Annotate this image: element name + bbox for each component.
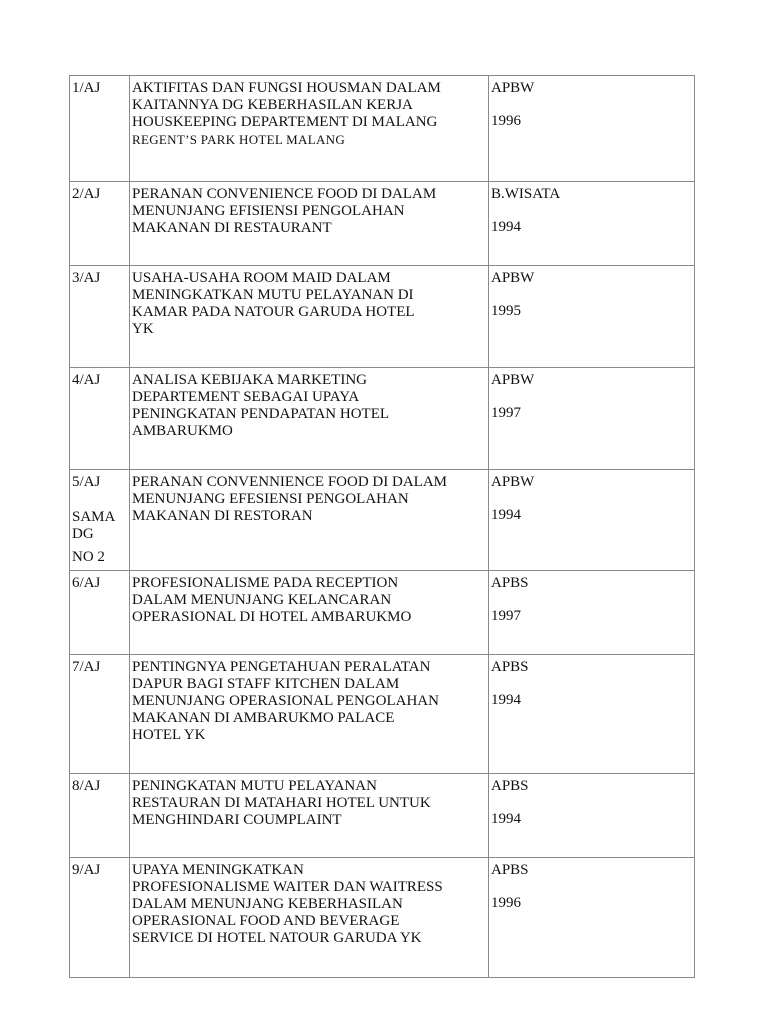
title-line: HOTEL YK (132, 727, 206, 743)
title-line: MAKANAN DI AMBARUKMO PALACE (132, 710, 395, 726)
source-label: APBW (491, 372, 535, 388)
title-line: DALAM MENUNJANG KEBERHASILAN (132, 896, 403, 912)
source-label: B.WISATA (491, 186, 561, 202)
title-line: RESTAURAN DI MATAHARI HOTEL UNTUK (132, 795, 431, 811)
row-number-cell (70, 182, 130, 266)
title-line: OPERASIONAL FOOD AND BEVERAGE (132, 913, 400, 929)
row-number: 2/AJ (72, 186, 101, 202)
duplicate-note: SAMA (72, 509, 116, 525)
title-line: YK (132, 321, 154, 337)
title-line: MAKANAN DI RESTAURANT (132, 220, 332, 236)
title-line: HOUSKEEPING DEPARTEMENT DI MALANG (132, 114, 438, 130)
row-number-cell (70, 368, 130, 470)
title-line: PENINGKATAN PENDAPATAN HOTEL (132, 406, 390, 422)
source-cell (489, 470, 695, 571)
row-number-cell (70, 76, 130, 182)
row-number-cell (70, 655, 130, 774)
table-row (70, 470, 695, 571)
row-number: 9/AJ (72, 862, 101, 878)
title-line: MENUNJANG EFISIENSI PENGOLAHAN (132, 203, 405, 219)
source-cell (489, 571, 695, 655)
title-line: MENUNJANG EFESIENSI PENGOLAHAN (132, 491, 409, 507)
title-line: SERVICE DI HOTEL NATOUR GARUDA YK (132, 930, 422, 946)
source-cell (489, 182, 695, 266)
title-line: AMBARUKMO (132, 423, 233, 439)
row-number-cell (70, 858, 130, 978)
source-label: APBW (491, 80, 535, 96)
title-cell (130, 76, 489, 182)
title-cell (130, 571, 489, 655)
title-cell (130, 470, 489, 571)
table-row (70, 368, 695, 470)
title-line: PERANAN CONVENNIENCE FOOD DI DALAM (132, 474, 447, 490)
table-row (70, 266, 695, 368)
title-line: OPERASIONAL DI HOTEL AMBARUKMO (132, 609, 412, 625)
row-number-cell (70, 571, 130, 655)
title-line: ANALISA KEBIJAKA MARKETING (132, 372, 367, 388)
year-label: 1994 (491, 219, 521, 235)
title-cell (130, 774, 489, 858)
row-number: 3/AJ (72, 270, 101, 286)
title-line: PENTINGNYA PENGETAHUAN PERALATAN (132, 659, 431, 675)
source-label: APBS (491, 862, 529, 878)
source-cell (489, 266, 695, 368)
title-line: MENGHINDARI COUMPLAINT (132, 812, 342, 828)
source-label: APBW (491, 270, 535, 286)
title-line: MENINGKATKAN MUTU PELAYANAN DI (132, 287, 414, 303)
title-line: REGENT’S PARK HOTEL MALANG (132, 132, 346, 147)
row-number: 7/AJ (72, 659, 101, 675)
title-line: PERANAN CONVENIENCE FOOD DI DALAM (132, 186, 437, 202)
table-row (70, 858, 695, 978)
row-number-cell (70, 470, 130, 571)
source-cell (489, 774, 695, 858)
title-line: PROFESIONALISME PADA RECEPTION (132, 575, 399, 591)
title-line: KAITANNYA DG KEBERHASILAN KERJA (132, 97, 413, 113)
source-label: APBS (491, 659, 529, 675)
row-number: 1/AJ (72, 80, 101, 96)
year-label: 1997 (491, 405, 521, 421)
title-line: DAPUR BAGI STAFF KITCHEN DALAM (132, 676, 400, 692)
title-line: USAHA-USAHA ROOM MAID DALAM (132, 270, 391, 286)
source-cell (489, 858, 695, 978)
table-row (70, 655, 695, 774)
title-cell (130, 182, 489, 266)
year-label: 1994 (491, 692, 521, 708)
year-label: 1994 (491, 811, 521, 827)
row-number: 4/AJ (72, 372, 101, 388)
title-line: PROFESIONALISME WAITER DAN WAITRESS (132, 879, 443, 895)
duplicate-note: DG (72, 526, 94, 542)
duplicate-note: NO 2 (72, 549, 105, 565)
thesis-list-table (69, 75, 695, 978)
source-label: APBS (491, 778, 529, 794)
title-line: DALAM MENUNJANG KELANCARAN (132, 592, 392, 608)
row-number: 6/AJ (72, 575, 101, 591)
table-row (70, 182, 695, 266)
title-line: PENINGKATAN MUTU PELAYANAN (132, 778, 377, 794)
row-number-cell (70, 266, 130, 368)
year-label: 1994 (491, 507, 521, 523)
year-label: 1995 (491, 303, 521, 319)
source-cell (489, 368, 695, 470)
source-cell (489, 76, 695, 182)
title-line: UPAYA MENINGKATKAN (132, 862, 304, 878)
table-row (70, 76, 695, 182)
source-label: APBS (491, 575, 529, 591)
year-label: 1996 (491, 895, 521, 911)
row-number: 8/AJ (72, 778, 101, 794)
year-label: 1996 (491, 113, 521, 129)
title-cell (130, 858, 489, 978)
title-line: MENUNJANG OPERASIONAL PENGOLAHAN (132, 693, 439, 709)
table-row (70, 571, 695, 655)
source-cell (489, 655, 695, 774)
year-label: 1997 (491, 608, 521, 624)
source-label: APBW (491, 474, 535, 490)
row-number-cell (70, 774, 130, 858)
title-line: DEPARTEMENT SEBAGAI UPAYA (132, 389, 360, 405)
title-cell (130, 655, 489, 774)
table-row (70, 774, 695, 858)
title-cell (130, 368, 489, 470)
title-line: KAMAR PADA NATOUR GARUDA HOTEL (132, 304, 415, 320)
title-cell (130, 266, 489, 368)
row-number: 5/AJ (72, 474, 101, 490)
title-line: AKTIFITAS DAN FUNGSI HOUSMAN DALAM (132, 80, 441, 96)
title-line: MAKANAN DI RESTORAN (132, 508, 313, 524)
